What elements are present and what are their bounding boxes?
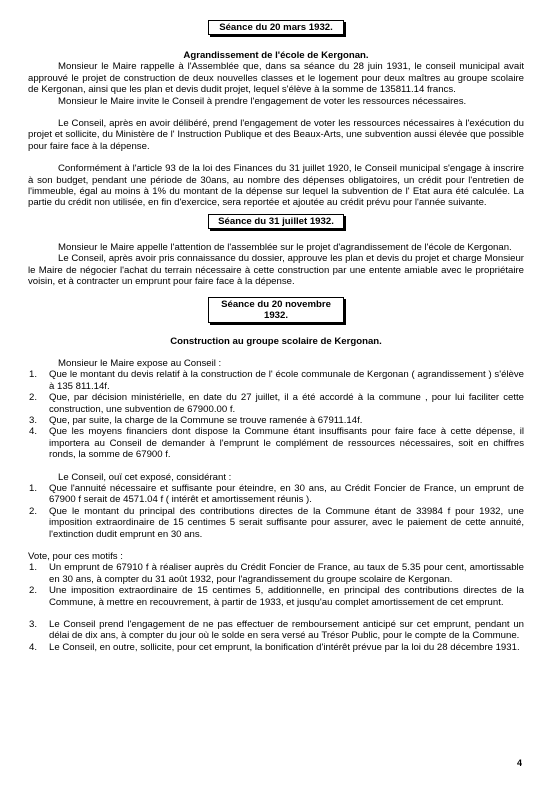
paragraph: Monsieur le Maire rappelle à l'Assemblée que, dans sa séance du 28 juin 1931, le conseil municipal avait approuvé le projet de construction de deux nouvelles classes et le logement pour deux maîtres au groupe scolaire de Kergonan, ainsi que les plan et devis dudit projet, lequel s'élève à la somme de 135811.14 francs. — [28, 61, 524, 96]
paragraph: Monsieur le Maire appelle l'attention de l'assemblée sur le projet d'agrandissement de l'école de Kergonan. — [58, 241, 512, 253]
session-header-31-juillet: Séance du 31 juillet 1932. — [208, 214, 344, 229]
paragraph: Le Conseil, après avoir pris connaissance du dossier, approuve les plan et devis du projet et charge Monsieur le Maire de négocier l'achat du terrain nécessaire à cette construction par une entente amiable avec le propriétaire voisin, et à contracter un emprunt pour faire face à la dépense. — [28, 253, 524, 288]
document-page — [28, 16, 524, 653]
list-item: 2. Que, par décision ministérielle, en date du 27 juillet, il a été accordé à la commune , pour lui faciliter cette construction, une subvention de 67900.00 f. — [29, 392, 524, 415]
engagement-list — [28, 619, 524, 653]
list-item: 1. Que le montant du devis relatif à la construction de l' école communale de Kergonan ( agrandissement ) s'élève à 135 811.14f. — [29, 369, 524, 392]
list-item: 4. Le Conseil, en outre, sollicite, pour cet emprunt, la bonification d'intérêt prévue par la loi du 28 décembre 1931. — [29, 641, 520, 653]
section-title-construction: Construction au groupe scolaire de Kergonan. — [170, 335, 382, 347]
vote-list — [28, 562, 524, 608]
paragraph: Monsieur le Maire invite le Conseil à prendre l'engagement de voter les ressources nécessaires. — [58, 95, 467, 107]
list-item: 4. Que les moyens financiers dont dispose la Commune étant insuffisants pour faire face à cette dépense, il importera au Conseil de demander à l'emprunt le complément de ressources nécessaires, soit en chiffres ronds, la somme de 67900 f. — [29, 426, 524, 461]
session-header-20-mars: Séance du 20 mars 1932. — [208, 20, 344, 35]
page-number: 4 — [516, 758, 522, 768]
list-item: 1. Un emprunt de 67910 f à réaliser auprès du Crédit Foncier de France, au taux de 5.35 pour cent, amortissable en 30 ans, à compter du 31 août 1932, pour l'agrandissement du groupe scolaire de Kergonan. — [29, 562, 524, 585]
paragraph: Le Conseil, ouï cet exposé, considérant : — [58, 471, 232, 483]
session-header-20-novembre: Séance du 20 novembre 1932. — [208, 297, 344, 323]
list-item: 3. Le Conseil prend l'engagement de ne pas effectuer de remboursement anticipé sur cet emprunt, pendant un délai de dix ans, à compter du jour où le solde en sera versé au Trésor Public, pour le compte de la Commune. — [29, 619, 524, 642]
list-item: 1. Que l'annuité nécessaire et suffisante pour éteindre, en 30 ans, au Crédit Foncier de France, un emprunt de 67900 f serait de 4571.04 f ( intérêt et amortissement réunis ). — [29, 482, 524, 506]
list-item: 2. Une imposition extraordinaire de 15 centimes 5, additionnelle, en principal des contributions directes de la Commune, à mettre en recouvrement, à partir de 1933, et jusqu'au complet amortissement de cet emprunt. — [29, 585, 524, 608]
paragraph: Monsieur le Maire expose au Conseil : — [58, 357, 222, 369]
paragraph: Le Conseil, après en avoir délibéré, prend l'engagement de voter les ressources nécessaires à l'exécution du projet et sollicite, du Ministère de l' Instruction Publique et des Beaux-Arts, une subvention aussi élevée que possible pour faire face à la dépense. — [28, 118, 524, 152]
considerant-list — [28, 483, 524, 540]
list-item: 2. Que le montant du principal des contributions directes de la Commune étant de 33984 f pour 1932, une imposition extraordinaire de 15 centimes 5 serait suffisante pour assurer, avec le paiement de cette annuité, l'extinction dudit emprunt en 30 ans. — [29, 505, 524, 540]
paragraph: Vote, pour ces motifs : — [28, 551, 123, 562]
section-title-agrandissement: Agrandissement de l'école de Kergonan. — [183, 50, 369, 61]
paragraph: Conformément à l'article 93 de la loi des Finances du 31 juillet 1920, le Conseil municipal s'engage à inscrire à son budget, pendant une période de 30ans, au nombre des dépenses obligatoires, un crédit pour l'entretien de l'immeuble, égal au moins à 1% du montant de la dépense sur lequel la subvention de l' Etat aura été calculée. La partie du crédit non utilisée, en fin d'exercice, sera reportée et ajoutée au crédit prévu pour l'année suivante. — [28, 163, 524, 209]
expose-list — [28, 369, 524, 460]
list-item: 3. Que, par suite, la charge de la Commune se trouve ramenée à 67911.14f. — [29, 414, 363, 426]
